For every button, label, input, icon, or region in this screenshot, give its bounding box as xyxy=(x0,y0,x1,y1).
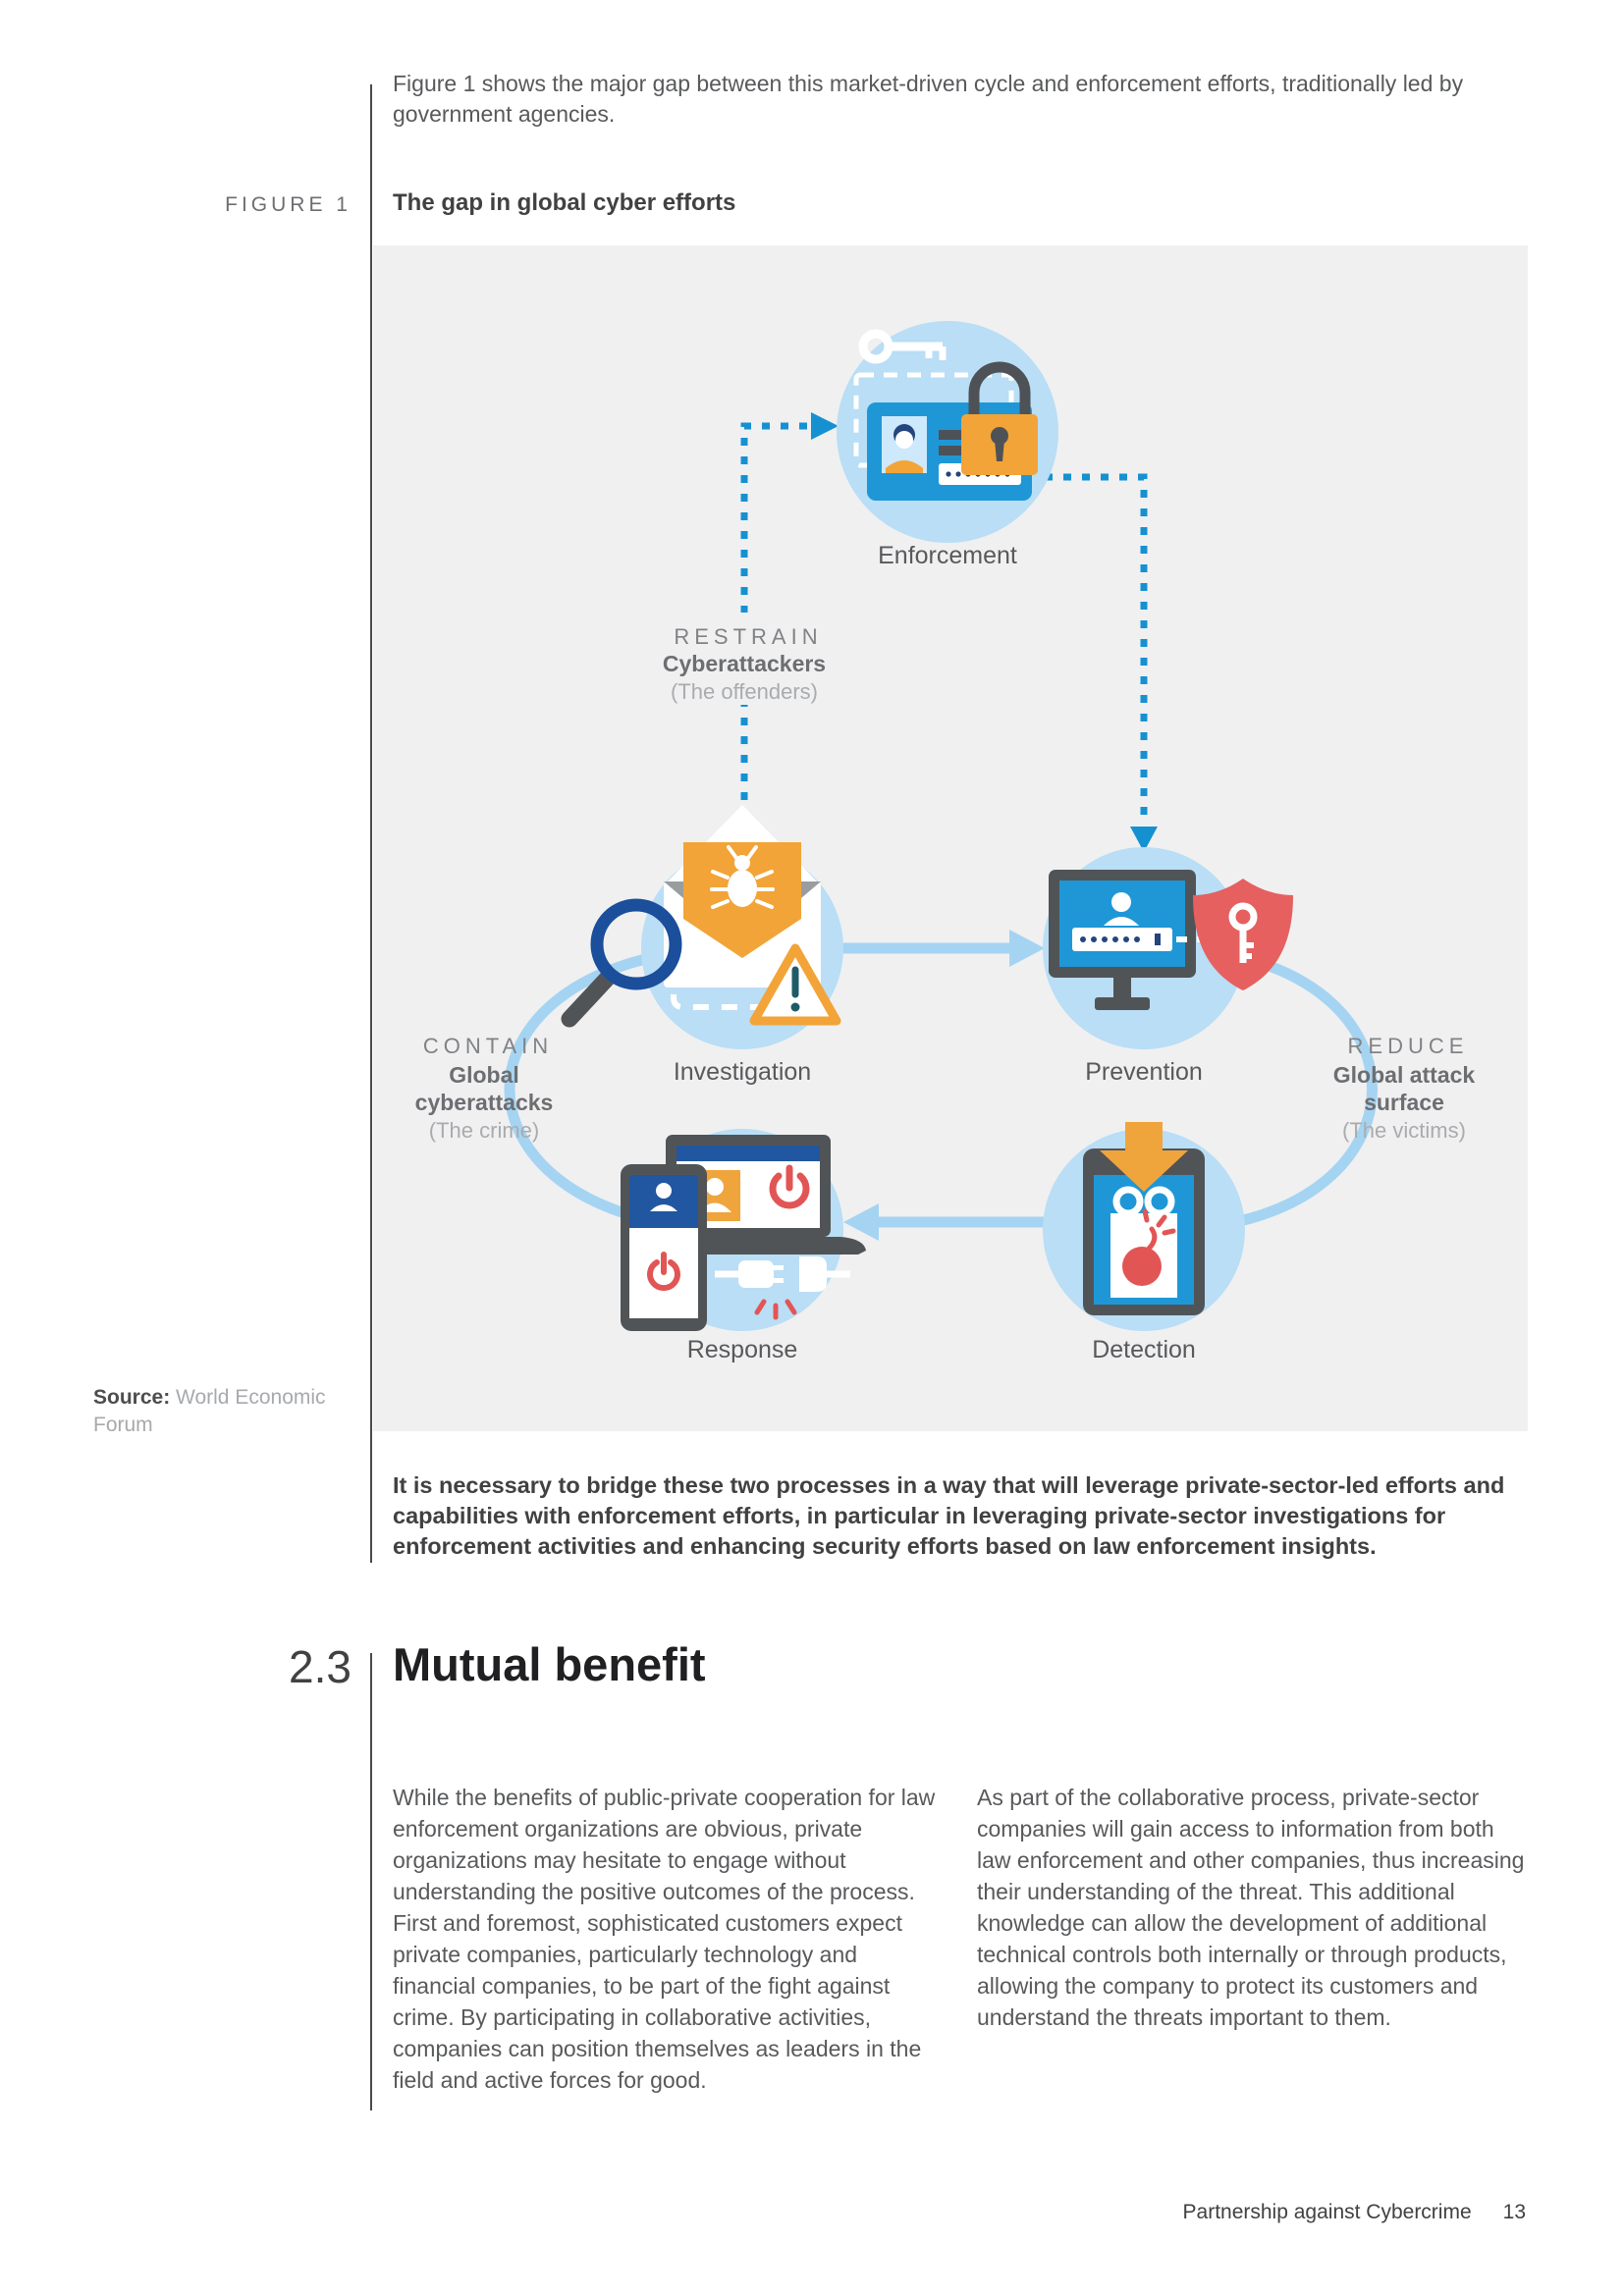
node-label-response: Response xyxy=(686,1336,798,1363)
reduce-target-line1: Global attack xyxy=(1332,1062,1476,1088)
node-label-prevention: Prevention xyxy=(1085,1058,1203,1086)
left-rule-mutual-benefit-section xyxy=(370,1653,372,2110)
intro-paragraph: Figure 1 shows the major gap between this market-driven cycle and enforcement efforts, traditionally led by government agencies. xyxy=(393,71,1464,127)
device-gift-bomb-down-arrow-icon xyxy=(1083,1122,1205,1315)
arrowhead-right-icon xyxy=(1009,930,1045,967)
restrain-note-label: (The offenders) xyxy=(670,679,819,704)
node-label-enforcement: Enforcement xyxy=(878,542,1017,569)
bridge-paragraph: It is necessary to bridge these two processes in a way that will leverage private-sector-led efforts and capabilities with enforcement efforts, in particular in leveraging private-sector investigations for enforcement activities and enhancing security efforts based on law enforcement insights. xyxy=(393,1472,1505,1559)
source-value: World Economic Forum xyxy=(93,1386,326,1436)
restrain-action-label: RESTRAIN xyxy=(674,624,823,649)
figure-label: FIGURE 1 xyxy=(225,193,352,216)
annotation-restrain xyxy=(654,613,835,705)
figure-title: The gap in global cyber efforts xyxy=(393,189,736,216)
figure-source xyxy=(93,1384,327,1439)
page-footer xyxy=(1183,2201,1526,2224)
section-number: 2.3 xyxy=(289,1641,352,1692)
arrowhead-left-icon xyxy=(843,1203,879,1241)
annotation-reduce xyxy=(1333,1034,1476,1143)
cyber-efforts-cycle-diagram xyxy=(373,245,1528,1431)
footer-title: Partnership against Cybercrime xyxy=(1182,2201,1472,2223)
body-column-left: While the benefits of public-private cooperation for law enforcement organizations are obvious, private organizations may hesitate to engage without understanding the positive outcomes of the process. First and foremost, sophisticated customers expect private companies, particularly technology and financial companies, to be part of the fight against crime. By participating in collaborative activities, companies can position themselves as leaders in the field and active forces for good. xyxy=(393,1785,936,2093)
contain-target-line1: Global xyxy=(449,1062,519,1088)
annotation-contain xyxy=(415,1034,554,1143)
contain-target-line2: cyberattacks xyxy=(414,1090,554,1115)
source-label: Source: xyxy=(93,1386,171,1409)
figure-1-diagram xyxy=(373,245,1528,1431)
left-rule-figure-section xyxy=(370,84,372,1563)
body-column-right: As part of the collaborative process, private-sector companies will gain access to information from both law enforcement and other companies, thus increasing their understanding of the threat. This additional knowledge can allow the development of additional technical controls both internally or through products, allowing the company to protect its customers and understand the threats important to them. xyxy=(977,1785,1525,2030)
node-label-detection: Detection xyxy=(1092,1336,1196,1363)
contain-note-label: (The crime) xyxy=(428,1118,540,1143)
reduce-note-label: (The victims) xyxy=(1342,1118,1466,1143)
contain-action-label: CONTAIN xyxy=(422,1034,554,1058)
page-number: 13 xyxy=(1502,2201,1526,2223)
restrain-target-label: Cyberattackers xyxy=(662,651,827,676)
dashed-arrow-enforcement-to-prevention xyxy=(1045,477,1144,825)
reduce-action-label: REDUCE xyxy=(1347,1034,1469,1058)
section-title: Mutual benefit xyxy=(393,1638,706,1690)
reduce-target-line2: surface xyxy=(1364,1090,1444,1115)
dashed-arrowhead-right-icon xyxy=(811,412,839,440)
node-label-investigation: Investigation xyxy=(673,1058,812,1086)
